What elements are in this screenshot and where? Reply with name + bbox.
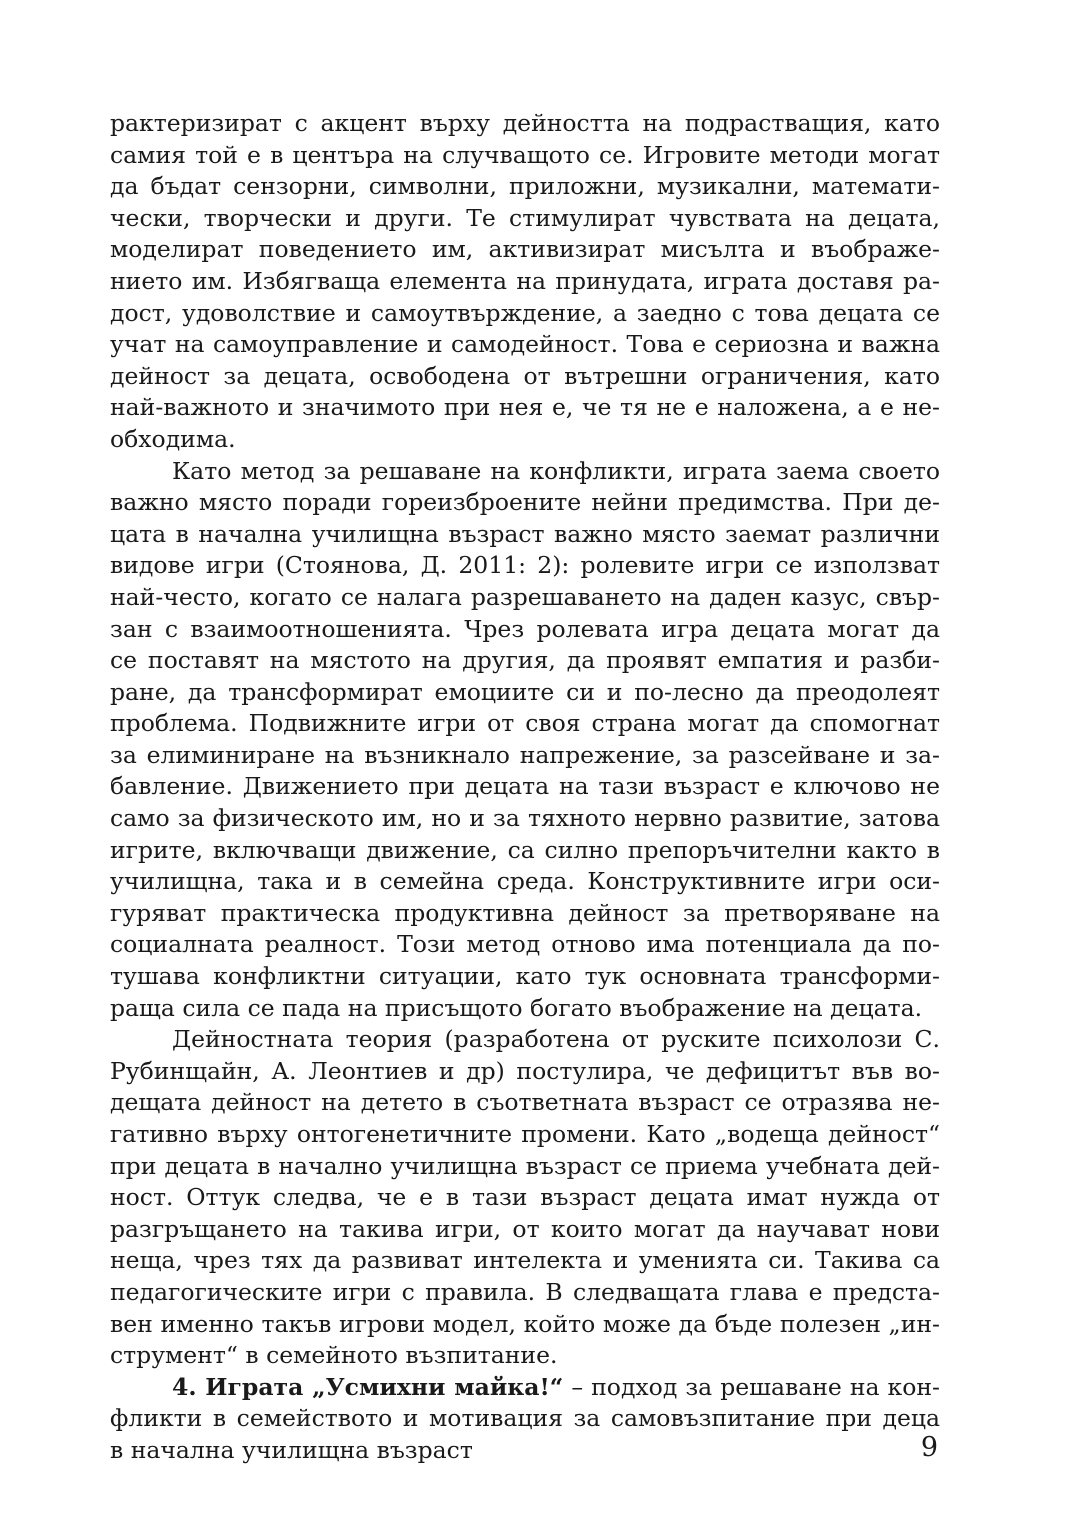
text-line: дост, удоволствие и самоутвърждение, а заедно с това децата се	[110, 298, 940, 327]
text-line: цата в начална училищна възраст важно място заемат различни	[110, 519, 940, 548]
text-line: моделират поведението им, активизират мисълта и въображе-	[110, 235, 940, 264]
text-line: вен именно такъв игрови модел, който може да бъде полезен „ин-	[110, 1309, 940, 1338]
text-line: бавление. Движението при децата на тази възраст е ключово не	[110, 772, 940, 801]
text-line: в начална училищна възраст	[110, 1435, 473, 1464]
text-line: дещата дейност на детето в съответната възраст се отразява не-	[110, 1088, 940, 1117]
text-line: обходима.	[110, 424, 236, 453]
text-line: най-често, когато се налага разрешаването на даден казус, свър-	[110, 582, 940, 611]
text-line: игрите, включващи движение, са силно препоръчителни както в	[110, 835, 940, 864]
text-line: Дейностната теория (разработена от руските психолози С.	[172, 1025, 940, 1054]
text-line: чески, творчески и други. Те стимулират чувствата на децата,	[110, 203, 940, 232]
text-line: само за физическото им, но и за тяхното нервно развитие, затова	[110, 804, 940, 833]
text-line: педагогическите игри с правила. В следващата глава е предста-	[110, 1277, 940, 1306]
text-line: за елиминиране на възникнало напрежение, за разсейване и за-	[110, 740, 940, 769]
heading-first-line	[110, 1372, 940, 1404]
text-line: самия той е в центъра на случващото се. Игровите методи могат	[110, 140, 940, 169]
text-line: зан с взаимоотношенията. Чрез ролевата игра децата могат да	[110, 614, 940, 643]
paragraph-3	[110, 1024, 940, 1372]
text-line: видове игри (Стоянова, Д. 2011: 2): ролевите игри се използват	[110, 551, 940, 580]
text-line: при децата в начално училищна възраст се приема учебната дей-	[110, 1151, 940, 1180]
paragraph-1	[110, 108, 940, 456]
heading-subtitle-start: – подход за решаване на кон-	[563, 1372, 940, 1401]
text-line: проблема. Подвижните игри от своя страна могат да спомогнат	[110, 709, 940, 738]
text-line: да бъдат сензорни, символни, приложни, музикални, математи-	[110, 172, 940, 201]
text-line: раща сила се пада на присъщото богато въображение на децата.	[110, 993, 923, 1022]
text-line: учат на самоуправление и самодейност. Това е сериозна и важна	[110, 330, 940, 359]
body-text	[110, 108, 940, 1467]
text-line: тушава конфликтни ситуации, като тук основната трансформи-	[110, 962, 940, 991]
paragraph-2	[110, 456, 940, 1025]
text-line: училищна, така и в семейна среда. Конструктивните игри оси-	[110, 867, 940, 896]
text-line: Като метод за решаване на конфликти, играта заема своето	[172, 456, 940, 485]
text-line: рактеризират с акцент върху дейността на подрастващия, като	[110, 109, 940, 137]
heading-title: 4. Играта „Усмихни майка!“	[172, 1372, 564, 1401]
text-line: неща, чрез тях да развиват интелекта и уменията си. Такива са	[110, 1246, 940, 1275]
page-number: 9	[920, 1432, 938, 1463]
text-line: най-важното и значимото при нея е, че тя не е наложена, а е не-	[110, 393, 940, 422]
section-heading	[110, 1372, 940, 1467]
text-line: гуряват практическа продуктивна дейност за претворяване на	[110, 898, 940, 927]
text-line: разгръщането на такива игри, от които могат да научават нови	[110, 1214, 940, 1243]
text-line: се поставят на мястото на другия, да проявят емпатия и разби-	[110, 646, 940, 675]
text-line: гативно върху онтогенетичните промени. Като „водеща дейност“	[110, 1120, 940, 1148]
text-line: ране, да трансформират емоциите си и по-лесно да преодолеят	[110, 677, 940, 706]
text-line: ност. Оттук следва, че е в тази възраст децата имат нужда от	[110, 1183, 940, 1212]
text-line: социалната реалност. Този метод отново има потенциала да по-	[110, 930, 940, 959]
text-line: Рубинщайн, А. Леонтиев и др) постулира, че дефицитът във во-	[110, 1056, 940, 1085]
text-line: струмент“ в семейното възпитание.	[110, 1341, 558, 1370]
text-line: важно място поради гореизброените нейни предимства. При де-	[110, 488, 940, 517]
text-line: дейност за децата, освободена от вътрешни ограничения, като	[110, 361, 940, 390]
text-line: фликти в семейството и мотивация за самовъзпитание при деца	[110, 1404, 940, 1433]
text-line: нието им. Избягваща елемента на принудата, играта доставя ра-	[110, 266, 940, 295]
